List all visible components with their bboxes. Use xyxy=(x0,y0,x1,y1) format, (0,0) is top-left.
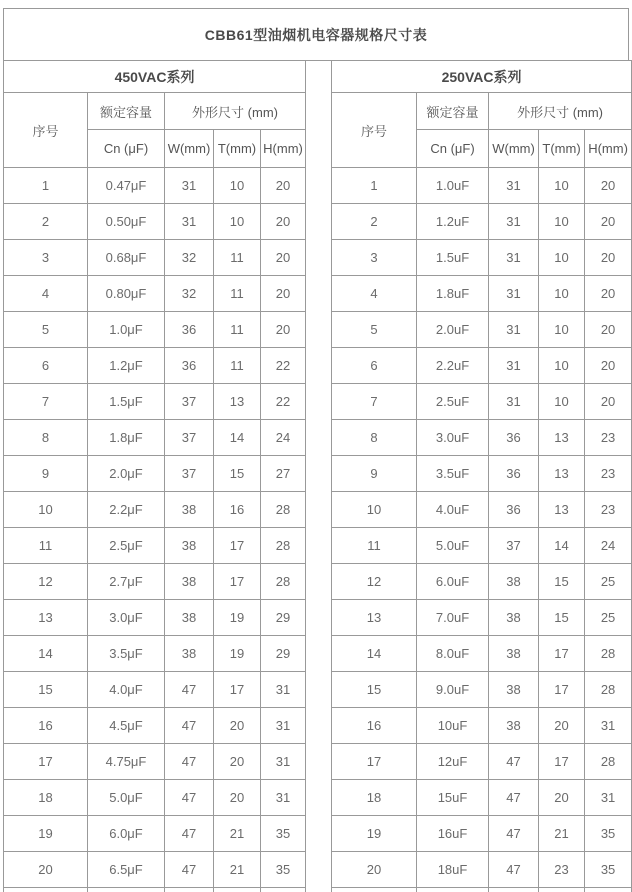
cell-t: 10 xyxy=(539,240,585,276)
cell-no: 19 xyxy=(4,816,88,852)
cell-cn: 8.0uF xyxy=(417,636,489,672)
cell-h: 20 xyxy=(585,384,632,420)
cell-w: 36 xyxy=(489,456,539,492)
table-row xyxy=(4,420,306,456)
cell-t: 13 xyxy=(539,420,585,456)
cell-no: 20 xyxy=(332,852,417,888)
cell-w: 31 xyxy=(165,204,214,240)
cell-no: 9 xyxy=(332,456,417,492)
cell-cn: 18uF xyxy=(417,852,489,888)
col-header-h: H(mm) xyxy=(261,130,306,168)
cell-h: 27 xyxy=(261,456,306,492)
cell-cn: 9.0uF xyxy=(417,672,489,708)
cell-no: 1 xyxy=(332,168,417,204)
cell-t: 17 xyxy=(539,744,585,780)
cell-w: 36 xyxy=(489,492,539,528)
cell-h: 24 xyxy=(261,420,306,456)
cell-no: 13 xyxy=(332,600,417,636)
table-row xyxy=(332,672,632,708)
table-row xyxy=(4,456,306,492)
cell-no: 2 xyxy=(4,204,88,240)
cell-t: 16 xyxy=(214,492,261,528)
cell-h: 20 xyxy=(261,204,306,240)
cell-h: 31 xyxy=(261,672,306,708)
cell-t: 10 xyxy=(539,168,585,204)
cell-t: 20 xyxy=(214,708,261,744)
cell-t: 21 xyxy=(539,816,585,852)
cell-cn: 1.5μF xyxy=(88,384,165,420)
cell-no: 7 xyxy=(4,384,88,420)
col-header-h: H(mm) xyxy=(585,130,632,168)
cell-w: 38 xyxy=(165,600,214,636)
cell-cn: 2.2uF xyxy=(417,348,489,384)
series-header-250vac: 250VAC系列 xyxy=(332,61,632,93)
table-row xyxy=(332,744,632,780)
cell-no: 18 xyxy=(332,780,417,816)
cell-cn: 2.0uF xyxy=(417,312,489,348)
col-header-w: W(mm) xyxy=(489,130,539,168)
cell-no: 12 xyxy=(4,564,88,600)
cell-h: 20 xyxy=(261,240,306,276)
cell-h: 35 xyxy=(585,816,632,852)
cell-no: 6 xyxy=(4,348,88,384)
cell-h: 20 xyxy=(261,312,306,348)
table-row xyxy=(332,348,632,384)
cell-t: 11 xyxy=(214,276,261,312)
cell-t: 21 xyxy=(214,816,261,852)
cell-w: 31 xyxy=(489,240,539,276)
cell-t: 23 xyxy=(539,852,585,888)
cell-cn: 2.5μF xyxy=(88,528,165,564)
cell-t: 21 xyxy=(214,852,261,888)
cell-cn: 10uF xyxy=(417,708,489,744)
cell-t: 10 xyxy=(214,204,261,240)
cell-cn: 4.0μF xyxy=(88,672,165,708)
cell-w: 47 xyxy=(489,780,539,816)
cell-cn: 1.8uF xyxy=(417,276,489,312)
cell-h: 23 xyxy=(585,456,632,492)
cell-w: 31 xyxy=(489,276,539,312)
cell-w: 38 xyxy=(165,528,214,564)
cell-no: 7 xyxy=(332,384,417,420)
cell-no: 15 xyxy=(4,672,88,708)
cell-h: 28 xyxy=(261,492,306,528)
partial-row xyxy=(332,888,632,892)
cell-cn: 15uF xyxy=(417,780,489,816)
table-row xyxy=(4,312,306,348)
table-row xyxy=(332,780,632,816)
cell-h: 31 xyxy=(585,780,632,816)
cell-h: 28 xyxy=(261,564,306,600)
cell-cn: 2.5uF xyxy=(417,384,489,420)
cell-h: 28 xyxy=(585,636,632,672)
table-row xyxy=(332,276,632,312)
cell-cn: 12uF xyxy=(417,744,489,780)
cell-h: 29 xyxy=(261,636,306,672)
table-row xyxy=(4,240,306,276)
cell-no: 15 xyxy=(332,672,417,708)
cell-no: 6 xyxy=(332,348,417,384)
cell-w: 38 xyxy=(489,636,539,672)
cell-t: 17 xyxy=(539,636,585,672)
cell-w: 38 xyxy=(165,636,214,672)
table-row xyxy=(332,240,632,276)
cell-t: 11 xyxy=(214,312,261,348)
table-row xyxy=(332,420,632,456)
cell-w: 36 xyxy=(489,420,539,456)
col-header-capacity-group: 额定容量 xyxy=(417,93,489,130)
table-row xyxy=(4,492,306,528)
col-header-no: 序号 xyxy=(4,93,88,168)
cell-h: 35 xyxy=(585,852,632,888)
cell-no: 11 xyxy=(332,528,417,564)
cell-h: 20 xyxy=(585,204,632,240)
cell-cn: 4.5μF xyxy=(88,708,165,744)
cell-cn: 1.2μF xyxy=(88,348,165,384)
cell-w: 36 xyxy=(165,348,214,384)
cell-h: 20 xyxy=(585,348,632,384)
cell-h: 28 xyxy=(585,744,632,780)
cell-cn: 6.5μF xyxy=(88,852,165,888)
cell-w: 37 xyxy=(489,528,539,564)
cell-h: 28 xyxy=(261,528,306,564)
table-row xyxy=(4,276,306,312)
cell-t: 14 xyxy=(539,528,585,564)
cell-cn: 0.50μF xyxy=(88,204,165,240)
cell-w: 32 xyxy=(165,276,214,312)
table-row xyxy=(4,636,306,672)
table-row xyxy=(4,384,306,420)
table-row xyxy=(4,816,306,852)
cell-cn: 1.8μF xyxy=(88,420,165,456)
cell-t: 10 xyxy=(539,276,585,312)
table-row xyxy=(4,744,306,780)
table-row xyxy=(4,564,306,600)
table-row xyxy=(4,780,306,816)
cell-h: 20 xyxy=(585,168,632,204)
cell-t: 11 xyxy=(214,348,261,384)
table-row xyxy=(332,384,632,420)
cell-h: 22 xyxy=(261,384,306,420)
cell-cn: 3.0uF xyxy=(417,420,489,456)
cell-no: 5 xyxy=(4,312,88,348)
cell-h: 23 xyxy=(585,492,632,528)
cell-h: 31 xyxy=(261,780,306,816)
page-title: CBB61型油烟机电容器规格尺寸表 xyxy=(3,8,629,61)
cell-t: 13 xyxy=(539,492,585,528)
cell-cn: 1.2uF xyxy=(417,204,489,240)
cell-h: 31 xyxy=(585,708,632,744)
table-row xyxy=(332,600,632,636)
cell-no: 19 xyxy=(332,816,417,852)
series-header-450vac: 450VAC系列 xyxy=(4,61,306,93)
table-row xyxy=(332,852,632,888)
cell-cn: 3.0μF xyxy=(88,600,165,636)
cell-t: 19 xyxy=(214,636,261,672)
table-row xyxy=(332,204,632,240)
cell-w: 37 xyxy=(165,384,214,420)
cell-cn: 3.5μF xyxy=(88,636,165,672)
table-row xyxy=(4,852,306,888)
cell-h: 31 xyxy=(261,744,306,780)
cell-no: 1 xyxy=(4,168,88,204)
col-header-t: T(mm) xyxy=(214,130,261,168)
cell-no: 11 xyxy=(4,528,88,564)
cell-t: 17 xyxy=(214,528,261,564)
cell-t: 19 xyxy=(214,600,261,636)
table-row xyxy=(332,456,632,492)
cell-cn: 3.5uF xyxy=(417,456,489,492)
table-row xyxy=(4,600,306,636)
cell-w: 38 xyxy=(165,564,214,600)
cell-cn: 7.0uF xyxy=(417,600,489,636)
cell-no: 5 xyxy=(332,312,417,348)
cell-t: 10 xyxy=(539,204,585,240)
cell-h: 25 xyxy=(585,600,632,636)
cell-w: 31 xyxy=(489,204,539,240)
partial-row xyxy=(4,888,306,892)
cell-w: 47 xyxy=(165,708,214,744)
cell-w: 31 xyxy=(489,168,539,204)
cell-w: 31 xyxy=(489,384,539,420)
table-row xyxy=(4,672,306,708)
cell-h: 20 xyxy=(585,240,632,276)
table-row xyxy=(332,564,632,600)
cell-no: 14 xyxy=(332,636,417,672)
table-row xyxy=(4,528,306,564)
table-row xyxy=(4,708,306,744)
cell-t: 14 xyxy=(214,420,261,456)
cell-w: 47 xyxy=(489,816,539,852)
cell-t: 10 xyxy=(539,348,585,384)
table-row xyxy=(332,816,632,852)
cell-no: 2 xyxy=(332,204,417,240)
table-row xyxy=(332,708,632,744)
cell-w: 47 xyxy=(165,744,214,780)
table-250vac xyxy=(331,60,632,892)
cell-cn: 1.0uF xyxy=(417,168,489,204)
cell-t: 20 xyxy=(214,780,261,816)
cell-t: 20 xyxy=(539,708,585,744)
cell-no: 17 xyxy=(4,744,88,780)
cell-w: 38 xyxy=(489,672,539,708)
cell-no: 17 xyxy=(332,744,417,780)
col-header-capacity-group: 额定容量 xyxy=(88,93,165,130)
col-header-cn: Cn (μF) xyxy=(417,130,489,168)
cell-t: 13 xyxy=(539,456,585,492)
table-row xyxy=(332,168,632,204)
cell-h: 23 xyxy=(585,420,632,456)
cell-h: 20 xyxy=(261,276,306,312)
col-header-dims-group: 外形尺寸 (mm) xyxy=(489,93,632,130)
col-header-t: T(mm) xyxy=(539,130,585,168)
cell-w: 38 xyxy=(489,564,539,600)
cell-t: 17 xyxy=(214,564,261,600)
cell-no: 12 xyxy=(332,564,417,600)
col-header-w: W(mm) xyxy=(165,130,214,168)
cell-h: 35 xyxy=(261,852,306,888)
cell-t: 11 xyxy=(214,240,261,276)
cell-t: 15 xyxy=(539,600,585,636)
tables-container xyxy=(3,60,632,892)
cell-cn: 16uF xyxy=(417,816,489,852)
cell-t: 15 xyxy=(214,456,261,492)
cell-cn: 4.0uF xyxy=(417,492,489,528)
cell-w: 47 xyxy=(489,744,539,780)
cell-no: 14 xyxy=(4,636,88,672)
cell-w: 47 xyxy=(165,816,214,852)
cell-cn: 1.0μF xyxy=(88,312,165,348)
cell-cn: 0.47μF xyxy=(88,168,165,204)
cell-cn: 1.5uF xyxy=(417,240,489,276)
cell-w: 47 xyxy=(165,780,214,816)
cell-h: 20 xyxy=(585,276,632,312)
cell-w: 38 xyxy=(489,600,539,636)
cell-no: 4 xyxy=(332,276,417,312)
cell-t: 20 xyxy=(214,744,261,780)
cell-no: 3 xyxy=(4,240,88,276)
cell-cn: 6.0μF xyxy=(88,816,165,852)
cell-w: 36 xyxy=(165,312,214,348)
table-row xyxy=(332,312,632,348)
cell-no: 4 xyxy=(4,276,88,312)
cell-no: 16 xyxy=(4,708,88,744)
col-header-dims-group: 外形尺寸 (mm) xyxy=(165,93,306,130)
cell-t: 13 xyxy=(214,384,261,420)
cell-h: 31 xyxy=(261,708,306,744)
cell-no: 3 xyxy=(332,240,417,276)
cell-no: 18 xyxy=(4,780,88,816)
table-450vac xyxy=(3,60,306,892)
cell-w: 37 xyxy=(165,420,214,456)
cell-w: 31 xyxy=(165,168,214,204)
cell-no: 8 xyxy=(4,420,88,456)
cell-h: 22 xyxy=(261,348,306,384)
cell-t: 15 xyxy=(539,564,585,600)
cell-w: 37 xyxy=(165,456,214,492)
cell-no: 9 xyxy=(4,456,88,492)
cell-w: 47 xyxy=(165,672,214,708)
table-row xyxy=(4,348,306,384)
cell-no: 10 xyxy=(332,492,417,528)
cell-cn: 2.2μF xyxy=(88,492,165,528)
cell-h: 25 xyxy=(585,564,632,600)
cell-cn: 4.75μF xyxy=(88,744,165,780)
cell-h: 20 xyxy=(261,168,306,204)
cell-no: 8 xyxy=(332,420,417,456)
cell-no: 13 xyxy=(4,600,88,636)
cell-w: 31 xyxy=(489,348,539,384)
cell-w: 32 xyxy=(165,240,214,276)
table-row xyxy=(4,204,306,240)
cell-h: 24 xyxy=(585,528,632,564)
cell-t: 17 xyxy=(214,672,261,708)
cell-h: 20 xyxy=(585,312,632,348)
cell-no: 20 xyxy=(4,852,88,888)
cell-cn: 6.0uF xyxy=(417,564,489,600)
cell-h: 35 xyxy=(261,816,306,852)
cell-cn: 0.80μF xyxy=(88,276,165,312)
cell-cn: 2.0μF xyxy=(88,456,165,492)
cell-t: 20 xyxy=(539,780,585,816)
table-row xyxy=(332,636,632,672)
cell-w: 38 xyxy=(165,492,214,528)
cell-w: 47 xyxy=(165,852,214,888)
col-header-no: 序号 xyxy=(332,93,417,168)
cell-w: 38 xyxy=(489,708,539,744)
table-row xyxy=(4,168,306,204)
cell-h: 28 xyxy=(585,672,632,708)
cell-t: 10 xyxy=(539,384,585,420)
cell-cn: 5.0uF xyxy=(417,528,489,564)
cell-no: 16 xyxy=(332,708,417,744)
table-row xyxy=(332,528,632,564)
cell-w: 31 xyxy=(489,312,539,348)
cell-cn: 2.7μF xyxy=(88,564,165,600)
cell-t: 17 xyxy=(539,672,585,708)
cell-t: 10 xyxy=(539,312,585,348)
cell-no: 10 xyxy=(4,492,88,528)
cell-w: 47 xyxy=(489,852,539,888)
cell-cn: 5.0μF xyxy=(88,780,165,816)
table-row xyxy=(332,492,632,528)
cell-t: 10 xyxy=(214,168,261,204)
cell-h: 29 xyxy=(261,600,306,636)
cell-cn: 0.68μF xyxy=(88,240,165,276)
col-header-cn: Cn (μF) xyxy=(88,130,165,168)
